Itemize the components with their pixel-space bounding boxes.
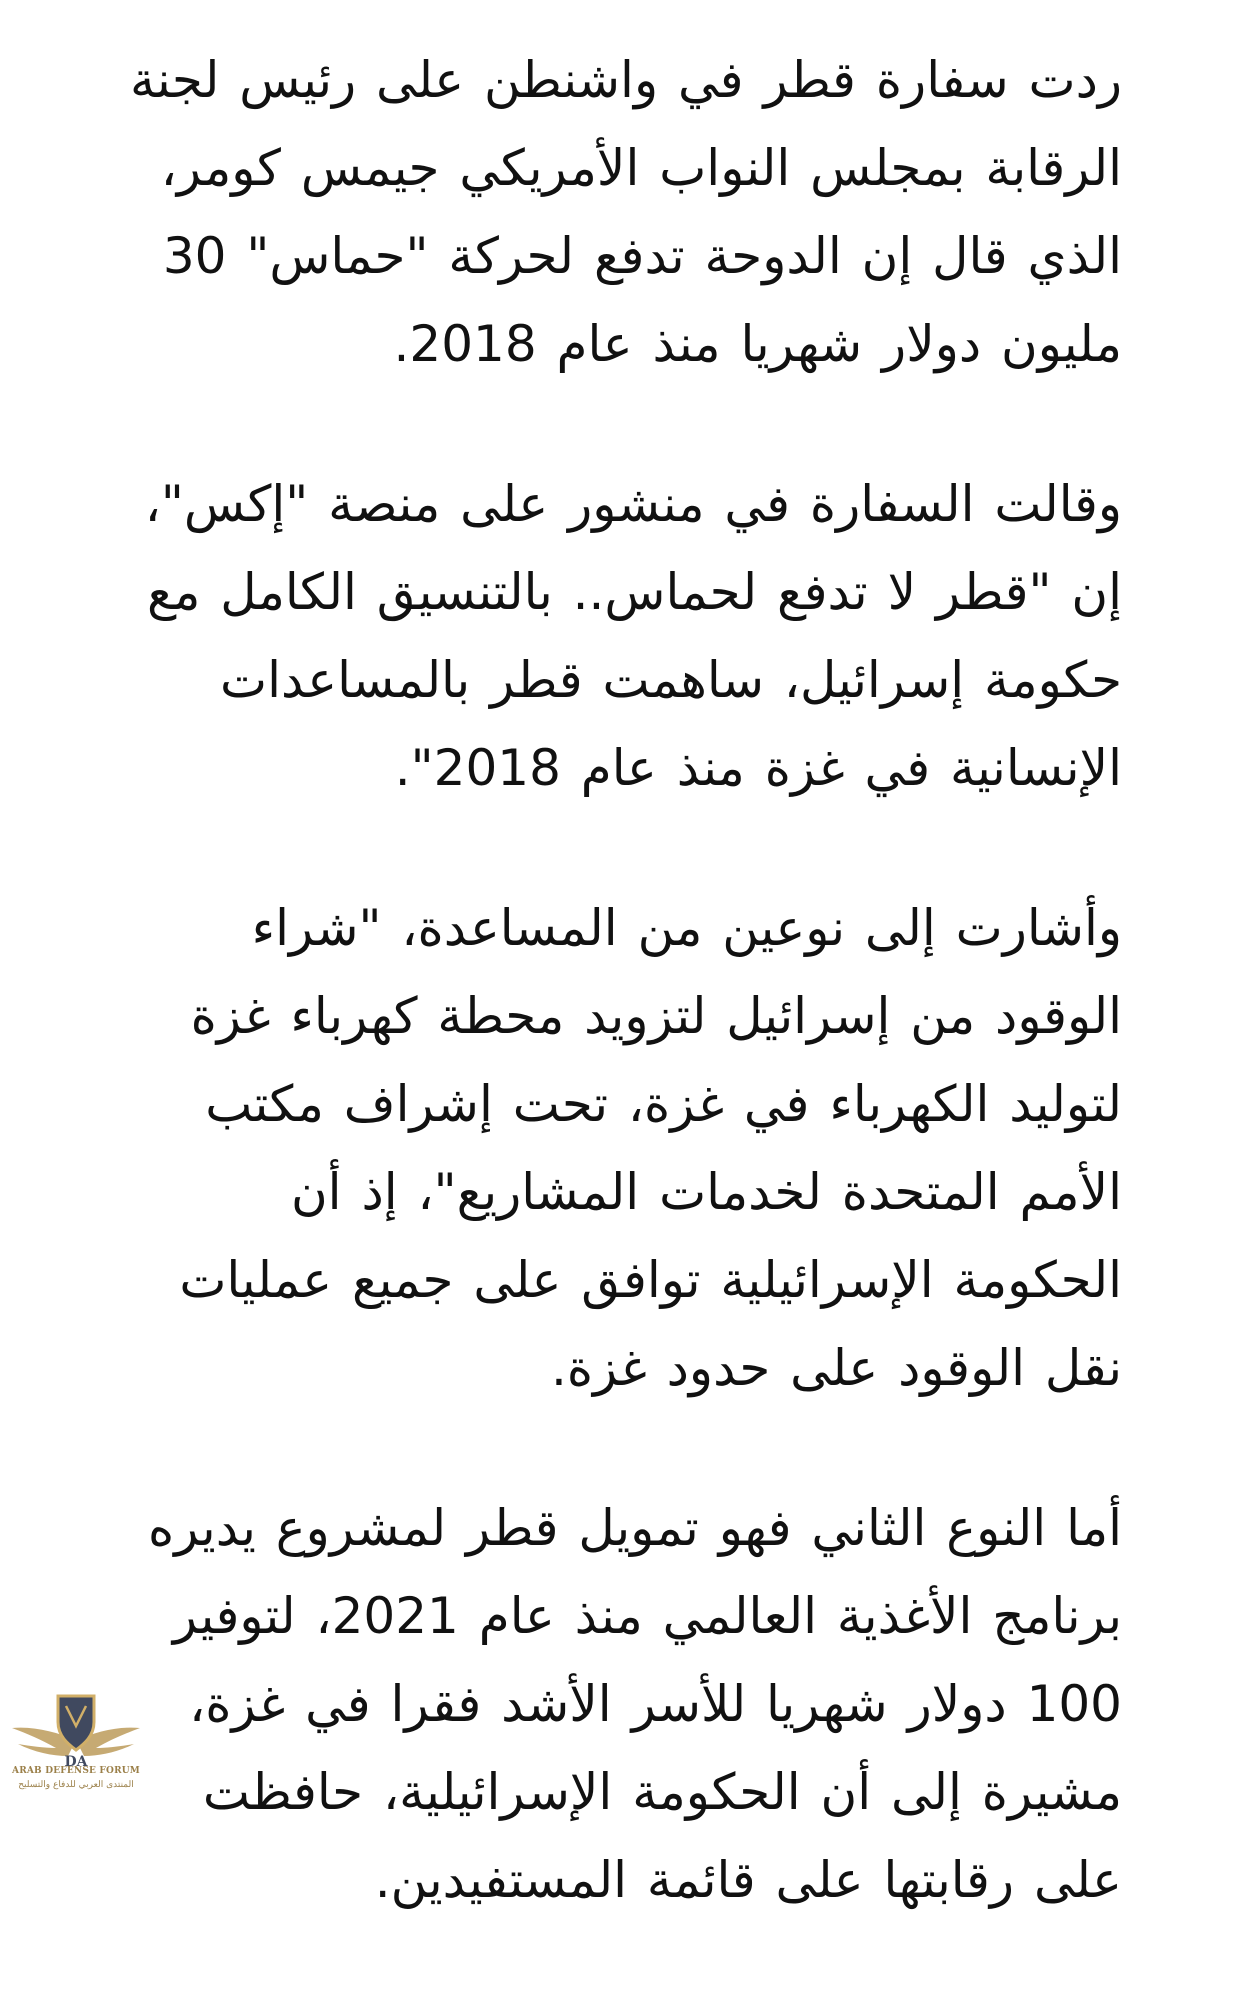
paragraph-1: ردت سفارة قطر في واشنطن على رئيس لجنة الرقابة بمجلس النواب الأمريكي جيمس كومر، الذي قال إن الدوحة تدفع لحركة "حماس" 30 مليون دولار شهريا منذ عام 2018.: [129, 51, 1122, 373]
watermark-monogram: DA: [64, 1754, 88, 1770]
watermark-logo: [6, 1682, 146, 1792]
paragraph-4: أما النوع الثاني فهو تمويل قطر لمشروع يديره برنامج الأغذية العالمي منذ عام 2021، لتوفير 100 دولار شهريا للأسر الأشد فقرا في غزة، مشيرة إلى أن الحكومة الإسرائيلية، حافظت على رقابتها على قائمة المستفيدين.: [148, 1499, 1122, 1909]
article-body: [122, 36, 1122, 1996]
paragraph-3: وأشارت إلى نوعين من المساعدة، "شراء الوقود من إسرائيل لتزويد محطة كهرباء غزة لتوليد الكهرباء في غزة، تحت إشراف مكتب الأمم المتحدة لخدمات المشاريع"، إذ أن الحكومة الإسرائيلية توافق على جميع عمليات نقل الوقود على حدود غزة.: [179, 899, 1122, 1397]
paragraph-2: وقالت السفارة في منشور على منصة "إكس"، إن "قطر لا تدفع لحماس.. بالتنسيق الكامل مع حكومة إسرائيل، ساهمت قطر بالمساعدات الإنسانية في غزة منذ عام 2018".: [144, 475, 1122, 797]
watermark-name-en: ARAB DEFENSE FORUM: [12, 1766, 140, 1776]
watermark-name-ar: المنتدى العربي للدفاع والتسليح: [18, 1780, 134, 1790]
